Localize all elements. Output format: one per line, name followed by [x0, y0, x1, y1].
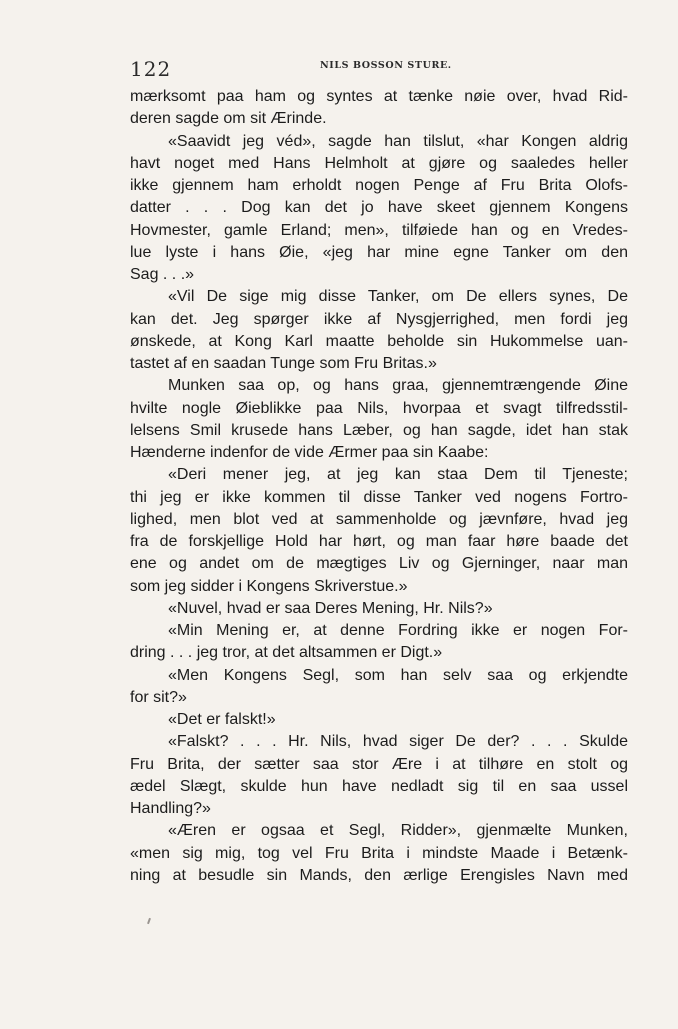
- text-line: Fru Brita, der sætter saa stor Ære i at tilhøre en stolt og: [130, 755, 628, 773]
- text-line: «Saavidt jeg véd», sagde han tilslut, «har Kongen aldrig: [168, 132, 628, 150]
- text-line: lelsens Smil krusede hans Læber, og han sagde, idet han stak: [130, 421, 628, 439]
- text-line: ikke gjennem ham erholdt nogen Penge af Fru Brita Olofs-: [130, 177, 628, 194]
- text-line: «Æren er ogsaa et Segl, Ridder», gjenmælte Munken,: [168, 822, 628, 840]
- text-line: Sag . . .»: [130, 266, 195, 283]
- text-line: hvilte nogle Øieblikke paa Nils, hvorpaa et svagt tilfredsstil-: [130, 399, 628, 417]
- text-line: tastet af en saadan Tunge som Fru Britas.»: [130, 355, 437, 372]
- text-line: ene og andet om de mægtiges Liv og Gjerninger, naar man: [130, 555, 628, 573]
- text-line: ning at besudle sin Mands, den ærlige Erengisles Navn med: [130, 866, 628, 884]
- text-line: ædel Slægt, skulde hun have nedladt sig til en saa ussel: [130, 777, 628, 795]
- text-line: for sit?»: [130, 688, 187, 706]
- text-line: lighed, men blot ved at sammenholde og jævnføre, hvad jeg: [130, 510, 628, 528]
- text-line: «Falskt? . . . Hr. Nils, hvad siger De der? . . . Skulde: [168, 733, 628, 751]
- page-number: 122: [130, 57, 172, 81]
- text-line: datter . . . Dog kan det jo have skeet gjennem Kongens: [130, 199, 628, 217]
- text-line: Hænderne indenfor de vide Ærmer paa sin Kaabe:: [130, 444, 489, 461]
- text-line: mærksomt paa ham og syntes at tænke nøie over, hvad Rid-: [130, 88, 628, 105]
- text-line: Munken saa op, og hans graa, gjennemtrængende Øine: [168, 377, 628, 395]
- text-line: «Det er falskt!»: [168, 711, 276, 728]
- text-line: ønskede, at Kong Karl maatte beholde sin Hukommelse uan-: [130, 332, 628, 350]
- text-line: «Nuvel, hvad er saa Deres Mening, Hr. Nils?»: [168, 599, 493, 617]
- text-line: Handling?»: [130, 800, 211, 817]
- text-line: Hovmester, gamle Erland; men», tilføiede han og en Vredes-: [130, 221, 628, 239]
- text-line: havt noget med Hans Helmholt at gjøre og saaledes heller: [130, 154, 628, 172]
- text-line: thi jeg er ikke kommen til disse Tanker ved nogens Fortro-: [130, 488, 628, 506]
- running-head: NILS BOSSON STURE.: [320, 60, 452, 71]
- text-line: dring . . . jeg tror, at det altsammen er Digt.»: [130, 644, 443, 662]
- text-line: kan det. Jeg spørger ikke af Nysgjerrighed, men fordi jeg: [130, 310, 628, 328]
- text-line: «Min Mening er, at denne Fordring ikke er nogen For-: [168, 622, 628, 639]
- text-line: som jeg sidder i Kongens Skriverstue.»: [130, 577, 408, 595]
- text-line: «Vil De sige mig disse Tanker, om De ellers synes, De: [168, 288, 628, 306]
- text-line: «men sig mig, tog vel Fru Brita i mindste Maade i Betænk-: [130, 844, 628, 862]
- text-line: «Deri mener jeg, at jeg kan staa Dem til Tjeneste;: [168, 466, 628, 484]
- text-line: fra de forskjellige Hold har hørt, og man faar høre baade det: [130, 533, 628, 550]
- paper-speck: [147, 918, 151, 924]
- text-line: «Men Kongens Segl, som han selv saa og erkjendte: [168, 666, 628, 684]
- text-line: lue lyste i hans Øie, «jeg har mine egne Tanker om den: [130, 243, 628, 261]
- body-text: [130, 86, 628, 887]
- text-line: deren sagde om sit Ærinde.: [130, 110, 327, 128]
